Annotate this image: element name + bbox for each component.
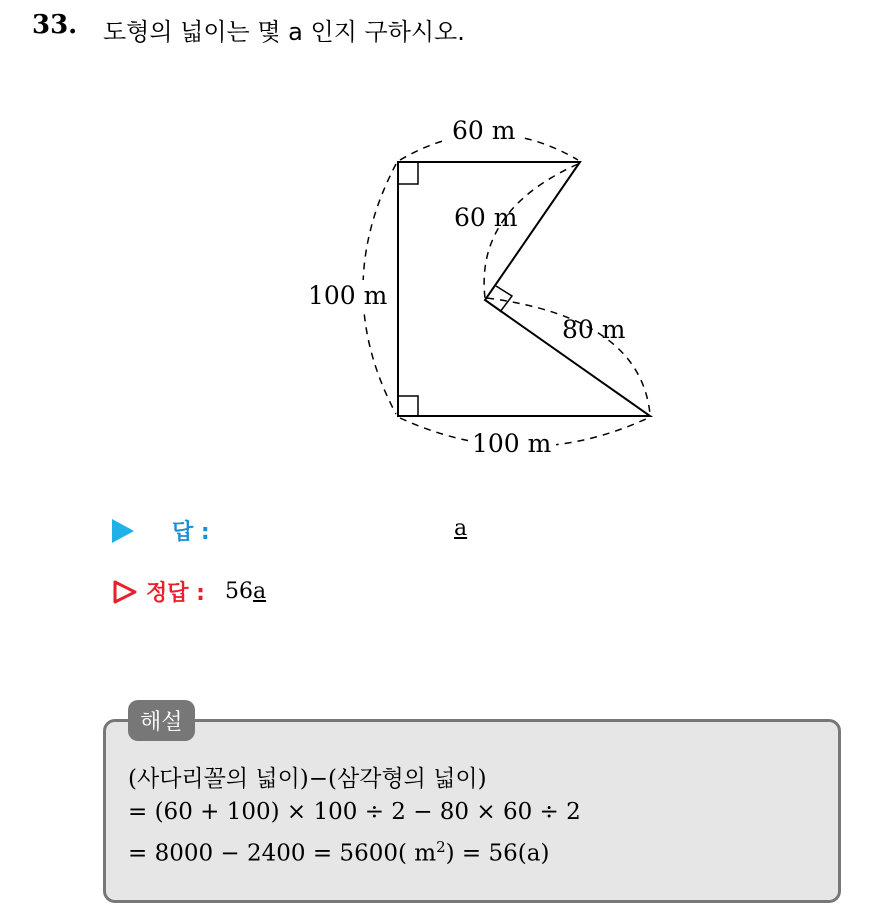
correct-answer bbox=[225, 579, 266, 604]
label-top: 60 m bbox=[452, 116, 516, 145]
question-text: 도형의 넓이는 몇 a 인지 구하시오. bbox=[103, 18, 465, 46]
solution-exponent: 2 bbox=[436, 838, 446, 856]
solution-line-3-part-2: ) = 56(a) bbox=[445, 840, 550, 867]
correct-label: 정답 : bbox=[146, 581, 205, 606]
solution-tag: 해설 bbox=[128, 700, 195, 741]
answer-unit: a bbox=[454, 516, 468, 541]
outline-arrow-icon bbox=[112, 579, 138, 605]
correct-row bbox=[112, 576, 266, 607]
answer-label: 답 : bbox=[172, 520, 210, 545]
correct-unit: a bbox=[252, 579, 267, 604]
label-diagonal: 80 m bbox=[562, 315, 626, 344]
play-arrow-icon bbox=[112, 519, 134, 543]
label-bottom: 100 m bbox=[472, 429, 552, 458]
figure-outline bbox=[398, 162, 650, 416]
solution-line-3-part-1: = 8000 − 2400 = 5600( m bbox=[128, 840, 437, 867]
solution-line-1: (사다리꼴의 넓이)−(삼각형의 넓이) bbox=[128, 766, 487, 792]
label-left: 100 m bbox=[308, 281, 388, 310]
label-inner: 60 m bbox=[454, 203, 518, 232]
answer-row bbox=[112, 515, 210, 546]
correct-value: 56 bbox=[224, 579, 253, 604]
right-angle-center bbox=[496, 286, 512, 312]
solution-line-2: = (60 + 100) × 100 ÷ 2 − 80 × 60 ÷ 2 bbox=[128, 799, 581, 825]
solution-line-3 bbox=[128, 838, 549, 867]
question-number: 33. bbox=[32, 10, 78, 40]
right-angle-bottom bbox=[398, 396, 418, 416]
right-angle-top bbox=[398, 162, 418, 184]
